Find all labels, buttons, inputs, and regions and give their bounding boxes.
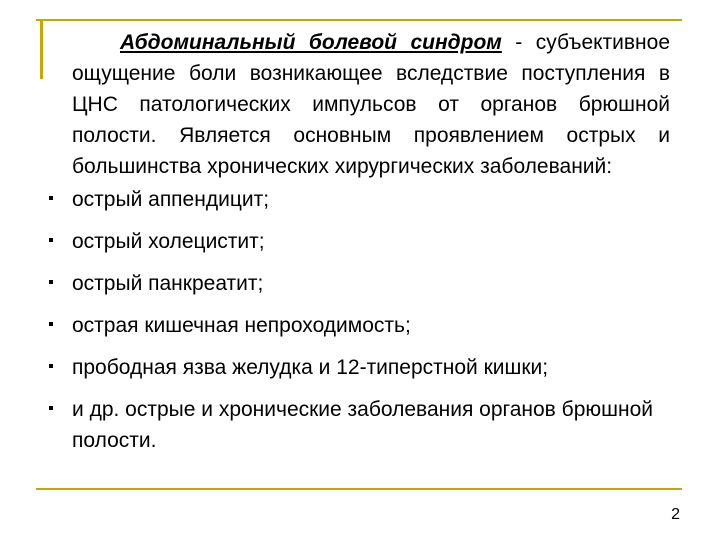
top-rule [36, 19, 682, 21]
page-number: 2 [671, 506, 680, 523]
list-item-text: и др. острые и хронические заболевания органов брюшной полости. [72, 398, 653, 452]
bullet-icon [49, 196, 53, 200]
list-item-text: острый холецистит; [72, 230, 265, 253]
list-item [48, 310, 670, 341]
list-item [48, 352, 670, 383]
list-item-text: прободная язва желудка и 12-типерстной кишки; [72, 356, 549, 379]
bullet-icon [49, 406, 53, 410]
list-item-text: острый аппендицит; [72, 188, 270, 211]
list-item [48, 394, 670, 456]
list-item-text: острый панкреатит; [72, 272, 264, 295]
bullet-icon [49, 322, 53, 326]
definition-paragraph [72, 27, 670, 182]
bullet-list [48, 184, 670, 456]
definition-text: - субъективное ощущение боли возникающее вследствие поступления в ЦНС патологических импульсов от органов брюшной полости. Является основным проявлением острых и большинства хронических хирургических заболеваний: [72, 31, 671, 178]
list-item [48, 184, 670, 215]
list-item-text: острая кишечная непроходимость; [72, 314, 411, 337]
list-item [48, 226, 670, 257]
slide-body [48, 27, 670, 467]
bullet-icon [49, 364, 53, 368]
term-heading: Абдоминальный болевой синдром [120, 31, 502, 54]
bottom-rule [36, 488, 682, 490]
left-rule [40, 19, 43, 79]
list-item [48, 268, 670, 299]
bullet-icon [49, 280, 53, 284]
bullet-icon [49, 238, 53, 242]
